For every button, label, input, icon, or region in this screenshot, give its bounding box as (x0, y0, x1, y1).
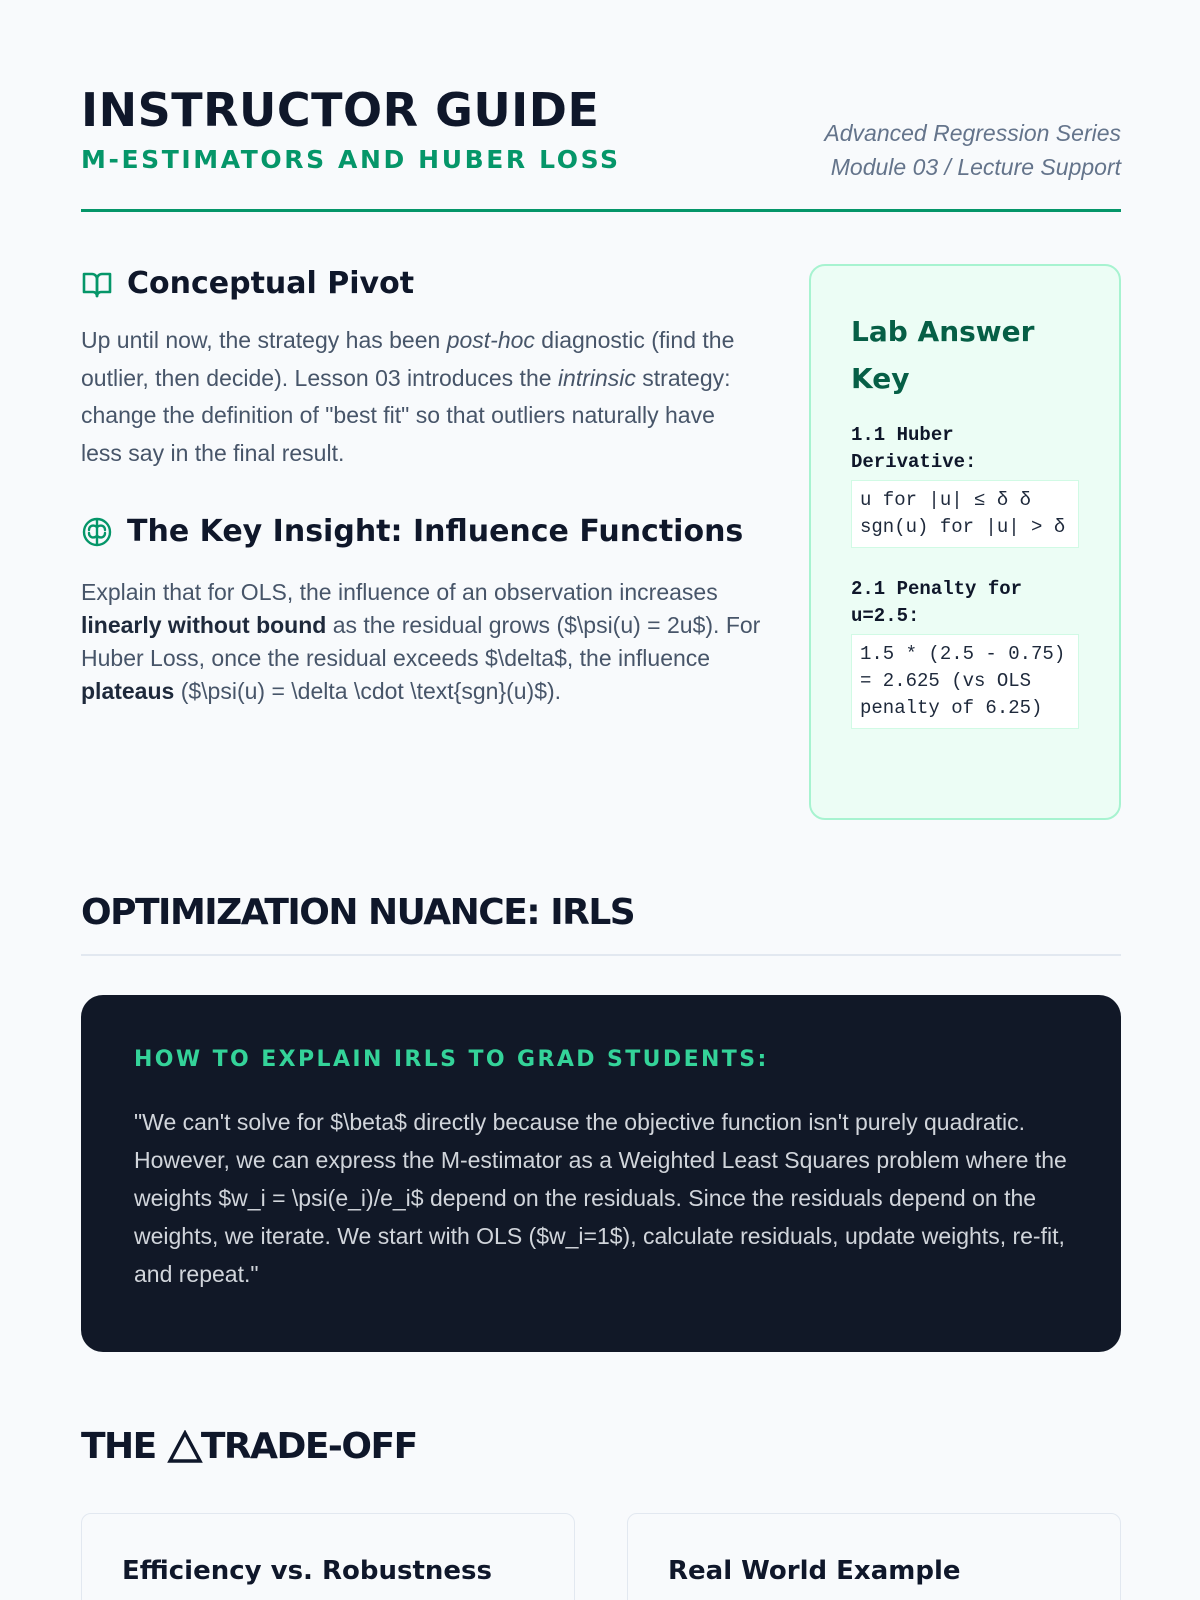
module-name: Module 03 / Lecture Support (830, 154, 1121, 180)
answer-label: 1.1 Huber Derivative: (851, 424, 977, 473)
series-name: Advanced Regression Series (824, 120, 1121, 146)
irls-quote: "We can't solve for $\beta$ directly because the objective function isn't purely quadratic. However, we can express the M-estimator as a Weighted Least Squares problem where the weights $w_i = \psi(e_i)/e_i$ depend on the residuals. Since the residuals depend on the weights, we iterate. We start with OLS ($w_i=1$), calculate residuals, update weights, re-fit, and repeat." (134, 1109, 1067, 1287)
irls-explanation-box (81, 995, 1121, 1352)
tradeoff-heading-prefix: THE (81, 1426, 167, 1467)
answer-value: u for |u| ≤ δ δ sgn(u) for |u| > δ (851, 480, 1079, 548)
pivot-paragraph: Up until now, the strategy has been post-hoc diagnostic (find the outlier, then decide). Lesson 03 introduces the intrinsic strategy: change the definition of "best fit" so that outliers naturally have less say in the final result. (81, 327, 735, 466)
book-open-icon (81, 268, 113, 300)
answer-value: 1.5 * (2.5 - 0.75) = 2.625 (vs OLS penalty of 6.25) (851, 634, 1079, 729)
section-divider (81, 954, 1121, 956)
insight-heading (81, 514, 743, 549)
brain-icon (81, 516, 113, 548)
card-title: Efficiency vs. Robustness (122, 1556, 492, 1586)
page-subtitle: M-ESTIMATORS AND HUBER LOSS (81, 145, 621, 174)
bold-linearly-without-bound: linearly without bound (81, 612, 327, 638)
lab-answer-key-card (809, 264, 1121, 820)
answer-label: 2.1 Penalty for u=2.5: (851, 578, 1023, 627)
tradeoff-heading-label: TRADE-OFF (200, 1426, 417, 1467)
optimization-heading: OPTIMIZATION NUANCE: IRLS (81, 892, 635, 933)
bold-plateaus: plateaus (81, 678, 175, 704)
irls-box-label: HOW TO EXPLAIN IRLS TO GRAD STUDENTS: (134, 1047, 769, 1072)
tradeoff-card-real-world (627, 1513, 1121, 1600)
pivot-heading (81, 266, 414, 301)
delta-triangle-icon (167, 1430, 203, 1464)
pivot-heading-label: Conceptual Pivot (127, 266, 415, 301)
emphasis-post-hoc: post-hoc (446, 327, 535, 353)
emphasis-intrinsic: intrinsic (557, 364, 636, 391)
tradeoff-heading (81, 1426, 417, 1467)
series-meta (824, 116, 1121, 184)
insight-paragraph: Explain that for OLS, the influence of an observation increases linearly without bound as the residual grows ($\psi(u) = 2u$). For Huber Loss, once the residual exceeds $\delta$, the influence plateaus ($\psi(u) = \delta \cdot \text{sgn}(u)$). (81, 579, 761, 704)
page-header (81, 82, 1121, 212)
page-title: INSTRUCTOR GUIDE (81, 83, 600, 137)
answer-key-title: Lab Answer Key (851, 315, 1035, 395)
tradeoff-card-efficiency (81, 1513, 575, 1600)
insight-heading-label: The Key Insight: Influence Functions (127, 514, 744, 549)
card-title: Real World Example (668, 1556, 961, 1586)
